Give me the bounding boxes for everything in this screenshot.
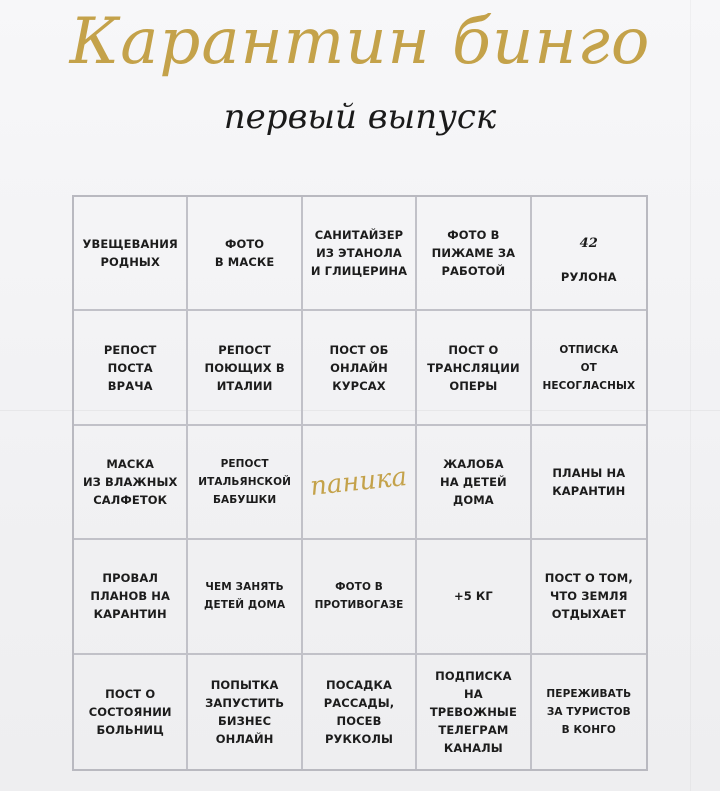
bingo-cell-label: ПРОВАЛ ПЛАНОВ НА КАРАНТИН	[90, 571, 171, 622]
bingo-cell-label: ОТПИСКА ОТ НЕСОГЛАСНЫХ	[542, 343, 636, 392]
bingo-cell-20	[532, 540, 646, 654]
bingo-cell-label: МАСКА ИЗ ВЛАЖНЫХ САЛФЕТОК	[82, 456, 178, 507]
bingo-cell-1	[74, 197, 188, 311]
bingo-cell-label: ЖАЛОБА НА ДЕТЕЙ ДОМА	[440, 456, 507, 507]
bingo-cell-17	[188, 540, 302, 654]
bingo-cell-7	[188, 311, 302, 425]
bingo-cell-22	[188, 655, 302, 769]
bingo-cell-label: РЕПОСТ ПОЮЩИХ В ИТАЛИИ	[204, 342, 285, 393]
bingo-cell-18	[303, 540, 417, 654]
bingo-cell-label: УВЕЩЕВАНИЯ РОДНЫХ	[82, 237, 178, 270]
bingo-cell-label: САНИТАЙЗЕР ИЗ ЭТАНОЛА И ГЛИЦЕРИНА	[310, 228, 408, 279]
bingo-cell-label: РУЛОНА	[560, 270, 617, 285]
bingo-cell-label: ПЛАНЫ НА КАРАНТИН	[552, 465, 626, 498]
bingo-cell-label: ПОСТ О ТРАНСЛЯЦИИ ОПЕРЫ	[427, 342, 520, 393]
bingo-cell-6	[74, 311, 188, 425]
bingo-cell-label: РЕПОСТ ПОСТА ВРАЧА	[103, 342, 157, 393]
bingo-cell-23	[303, 655, 417, 769]
bingo-subtitle: первый выпуск	[223, 97, 497, 137]
bingo-cell-2	[188, 197, 302, 311]
bingo-title: Карантин бинго	[69, 5, 651, 79]
bingo-cell-14	[417, 426, 531, 540]
bingo-cell-content	[561, 220, 617, 286]
bingo-cell-15	[532, 426, 646, 540]
bingo-cell-9	[417, 311, 531, 425]
bingo-cell-11	[74, 426, 188, 540]
bingo-cell-5	[532, 197, 646, 311]
bingo-cell-label: +5 КГ	[453, 589, 493, 604]
bingo-cell-19	[417, 540, 531, 654]
bingo-cell-label: ФОТО В ПРОТИВОГАЗЕ	[314, 581, 404, 612]
free-space-label: паника	[309, 461, 409, 502]
bingo-cell-label: ПОСТ О ТОМ, ЧТО ЗЕМЛЯ ОТДЫХАЕТ	[544, 571, 633, 622]
bingo-cell-label: ЧЕМ ЗАНЯТЬ ДЕТЕЙ ДОМА	[204, 581, 286, 612]
bingo-cell-label: ФОТО В МАСКЕ	[214, 237, 275, 270]
bingo-cell-label: ПОДПИСКА НА ТРЕВОЖНЫЕ ТЕЛЕГРАМ КАНАЛЫ	[429, 668, 517, 755]
bingo-cell-label: ФОТО В ПИЖАМЕ ЗА РАБОТОЙ	[431, 228, 516, 279]
bingo-cell-number: 42	[579, 236, 598, 252]
bingo-cell-8	[303, 311, 417, 425]
bingo-cell-10	[532, 311, 646, 425]
bingo-cell-free	[303, 426, 417, 540]
bingo-cell-label: ПЕРЕЖИВАТЬ ЗА ТУРИСТОВ В КОНГО	[546, 687, 632, 736]
bingo-cell-4	[417, 197, 531, 311]
bingo-cell-16	[74, 540, 188, 654]
bingo-cell-3	[303, 197, 417, 311]
bingo-cell-label: РЕПОСТ ИТАЛЬЯНСКОЙ БАБУШКИ	[198, 457, 291, 506]
bingo-cell-label: ПОСАДКА РАССАДЫ, ПОСЕВ РУККОЛЫ	[323, 677, 395, 746]
bingo-grid	[72, 195, 648, 771]
bingo-cell-24	[417, 655, 531, 769]
bingo-cell-21	[74, 655, 188, 769]
bingo-cell-label: ПОСТ ОБ ОНЛАЙН КУРСАХ	[329, 342, 389, 393]
bingo-cell-label: ПОСТ О СОСТОЯНИИ БОЛЬНИЦ	[88, 686, 172, 737]
bingo-cell-label: ПОПЫТКА ЗАПУСТИТЬ БИЗНЕС ОНЛАЙН	[205, 677, 285, 746]
bingo-cell-25	[532, 655, 646, 769]
bingo-cell-12	[188, 426, 302, 540]
